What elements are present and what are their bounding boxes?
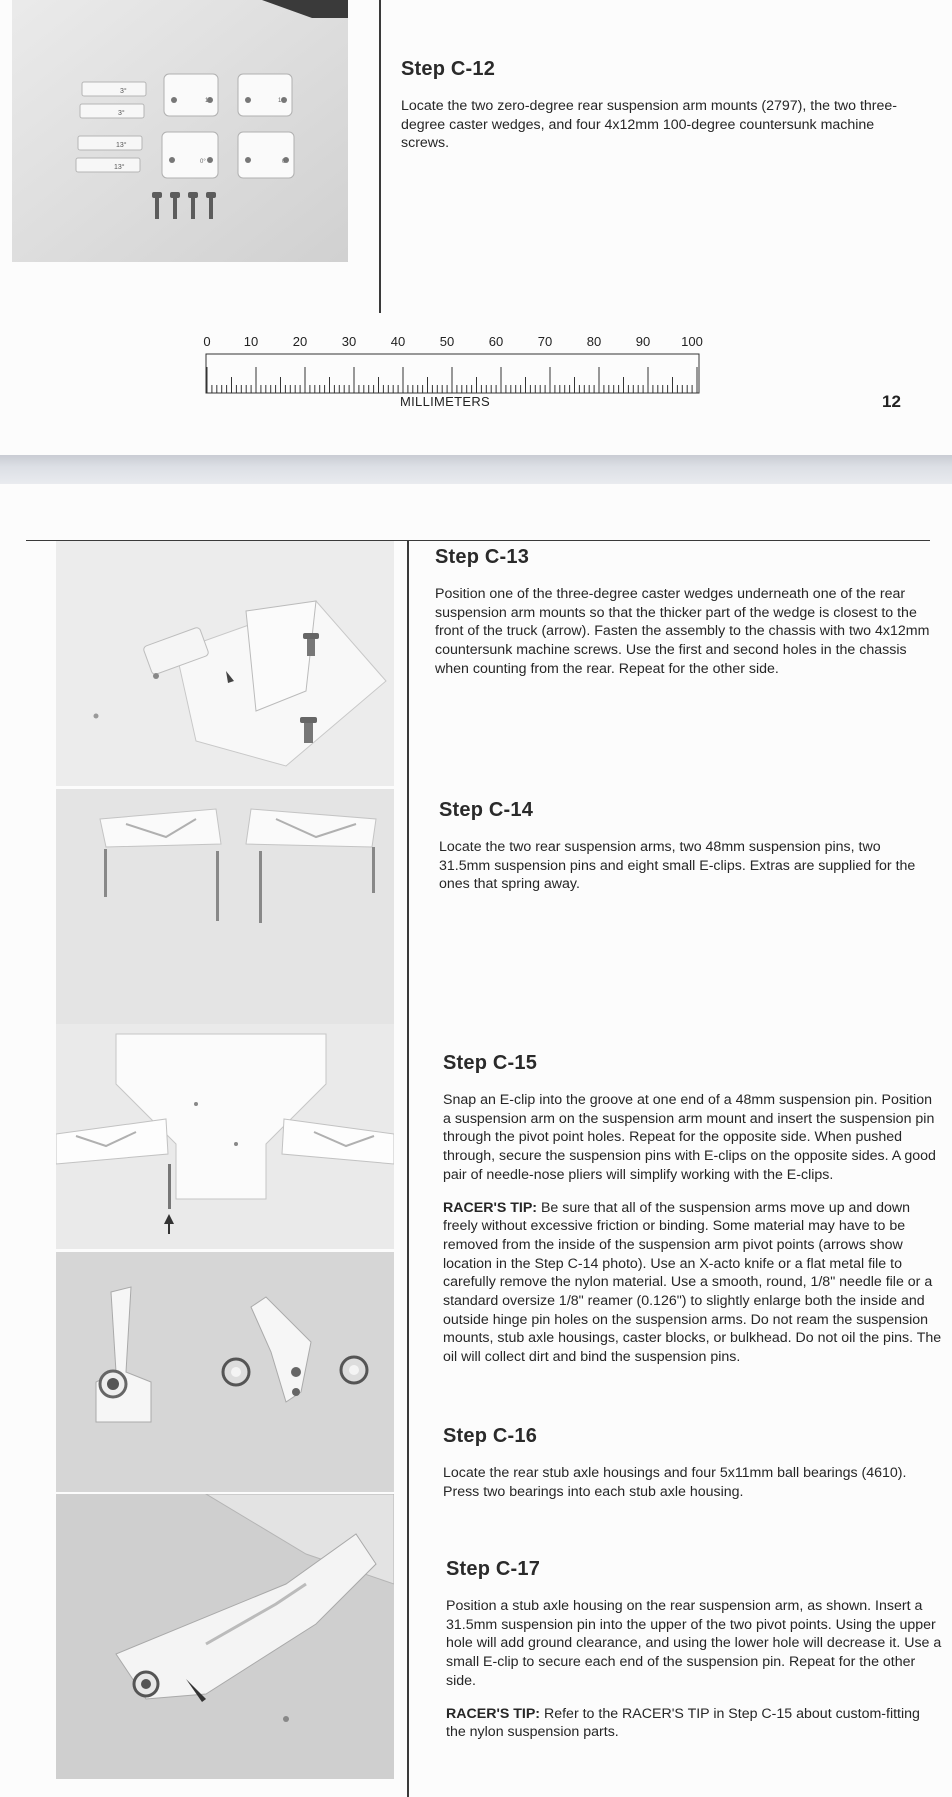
photo-step-c14	[56, 789, 394, 1024]
column-divider-bottom	[407, 540, 409, 1797]
racers-tip-c15	[443, 1199, 943, 1367]
ruler-number: 50	[439, 334, 455, 349]
wedge-label-a: 3°	[120, 88, 127, 95]
step-c13	[435, 546, 935, 693]
ruler-number: 0	[203, 334, 211, 349]
step-c12-heading: Step C-12	[401, 58, 496, 80]
ruler-caption: MILLIMETERS	[400, 394, 490, 409]
ruler-number: 30	[341, 334, 357, 349]
manual-page-12	[0, 0, 952, 455]
racers-tip-c17	[446, 1705, 943, 1742]
step-c14-heading: Step C-14	[439, 799, 534, 821]
step-c13-text: Position one of the three-degree caster wedges underneath one of the rear suspension arm mounts so that the thicker part of the wedge is closest to the front of the truck (arrow). Fasten the assembly to the chassis with two 4x12mm countersunk machine screws. Use the first and second holes in the chassis when counting from the rear. Repeat for the other side.	[435, 586, 930, 677]
step-c16-heading: Step C-16	[443, 1425, 538, 1447]
column-divider-top	[379, 0, 381, 313]
ruler-number: 80	[586, 334, 602, 349]
step-c15-heading: Step C-15	[443, 1052, 538, 1074]
ruler-number: 40	[390, 334, 406, 349]
racers-tip-label: RACER'S TIP:	[443, 1199, 538, 1216]
step-c14	[439, 799, 935, 908]
racers-tip-text: Be sure that all of the suspension arms move up and down freely without excessive friction or binding. Some material may have to be removed from the inside of the suspension arm pivot points (arrows show location in the Step C-14 photo). Use an X-acto knife or a flat metal file to carefully remove the nylon material. Use a smooth, round, 1/8" needle file or a standard oversize 1/8" reamer (0.126") to slightly enlarge both the inside and outside hinge pin holes on the suspension arms. Do not ream the suspension mounts, stub axle housings, caster blocks, or bulkhead. Do not oil the pins. The oil will collect dirt and bind the suspension pins.	[443, 1199, 942, 1366]
page-gap	[0, 455, 952, 484]
page-number: 12	[882, 392, 901, 411]
ruler-number: 20	[292, 334, 308, 349]
racers-tip-text: Refer to the RACER'S TIP in Step C-15 about custom-fitting the nylon suspension parts.	[446, 1705, 920, 1741]
step-c17-text: Position a stub axle housing on the rear suspension arm, as shown. Insert a 31.5mm suspension pin into the upper of the two pivot points. Using the upper hole will add ground clearance, and using the lower hole will decrease it. Use a small E-clip to secure each end of the suspension pin. Repeat for the other side.	[446, 1598, 942, 1689]
ruler-number: 60	[488, 334, 504, 349]
mount-label-top-left: 1°	[205, 98, 211, 104]
wedge-label-b: 3°	[118, 110, 125, 117]
ruler-number: 70	[537, 334, 553, 349]
step-c16-text: Locate the rear stub axle housings and four 5x11mm ball bearings (4610). Press two bearings into each stub axle housing.	[443, 1465, 907, 1500]
step-c17	[446, 1558, 943, 1756]
millimeter-ruler	[200, 330, 710, 412]
step-c16	[443, 1425, 943, 1515]
step-c14-text: Locate the two rear suspension arms, two 48mm suspension pins, two 31.5mm suspension pins and eight small E-clips. Extras are supplied for the ones that spring away.	[439, 839, 916, 893]
ruler-number: 100	[681, 334, 703, 349]
racers-tip-label: RACER'S TIP:	[446, 1705, 541, 1722]
manual-page-13	[0, 484, 952, 1797]
step-c13-heading: Step C-13	[435, 546, 530, 568]
photo-step-c16	[56, 1252, 394, 1492]
ruler-number: 90	[635, 334, 651, 349]
photo-step-c12	[12, 0, 348, 262]
mount-label-top-right: 1°	[278, 98, 284, 104]
ruler-number: 10	[243, 334, 259, 349]
step-c15-text: Snap an E-clip into the groove at one end of a 48mm suspension pin. Position a suspension arm on the suspension arm mount and insert the suspension pin through the pivot point holes. Repeat for the opposite side. When pushed through, secure the suspension pins with E-clips on the opposite sides. A good pair of needle-nose pliers will simplify working with the E-clips.	[443, 1092, 936, 1183]
step-c12-text: Locate the two zero-degree rear suspension arm mounts (2797), the two three-degree caster wedges, and four 4x12mm 100-degree countersunk machine screws.	[401, 98, 898, 152]
wedge-label-d: 13°	[114, 164, 125, 171]
photo-step-c15	[56, 1024, 394, 1249]
photo-step-c13	[56, 541, 394, 786]
mount-label-bottom-left: 0°	[200, 159, 206, 165]
mount-label-bottom-right: 0°	[282, 159, 288, 165]
wedge-label-c: 13°	[116, 142, 127, 149]
photo-step-c17	[56, 1494, 394, 1779]
step-c12	[401, 58, 921, 167]
step-c15	[443, 1052, 943, 1381]
step-c17-heading: Step C-17	[446, 1558, 541, 1580]
